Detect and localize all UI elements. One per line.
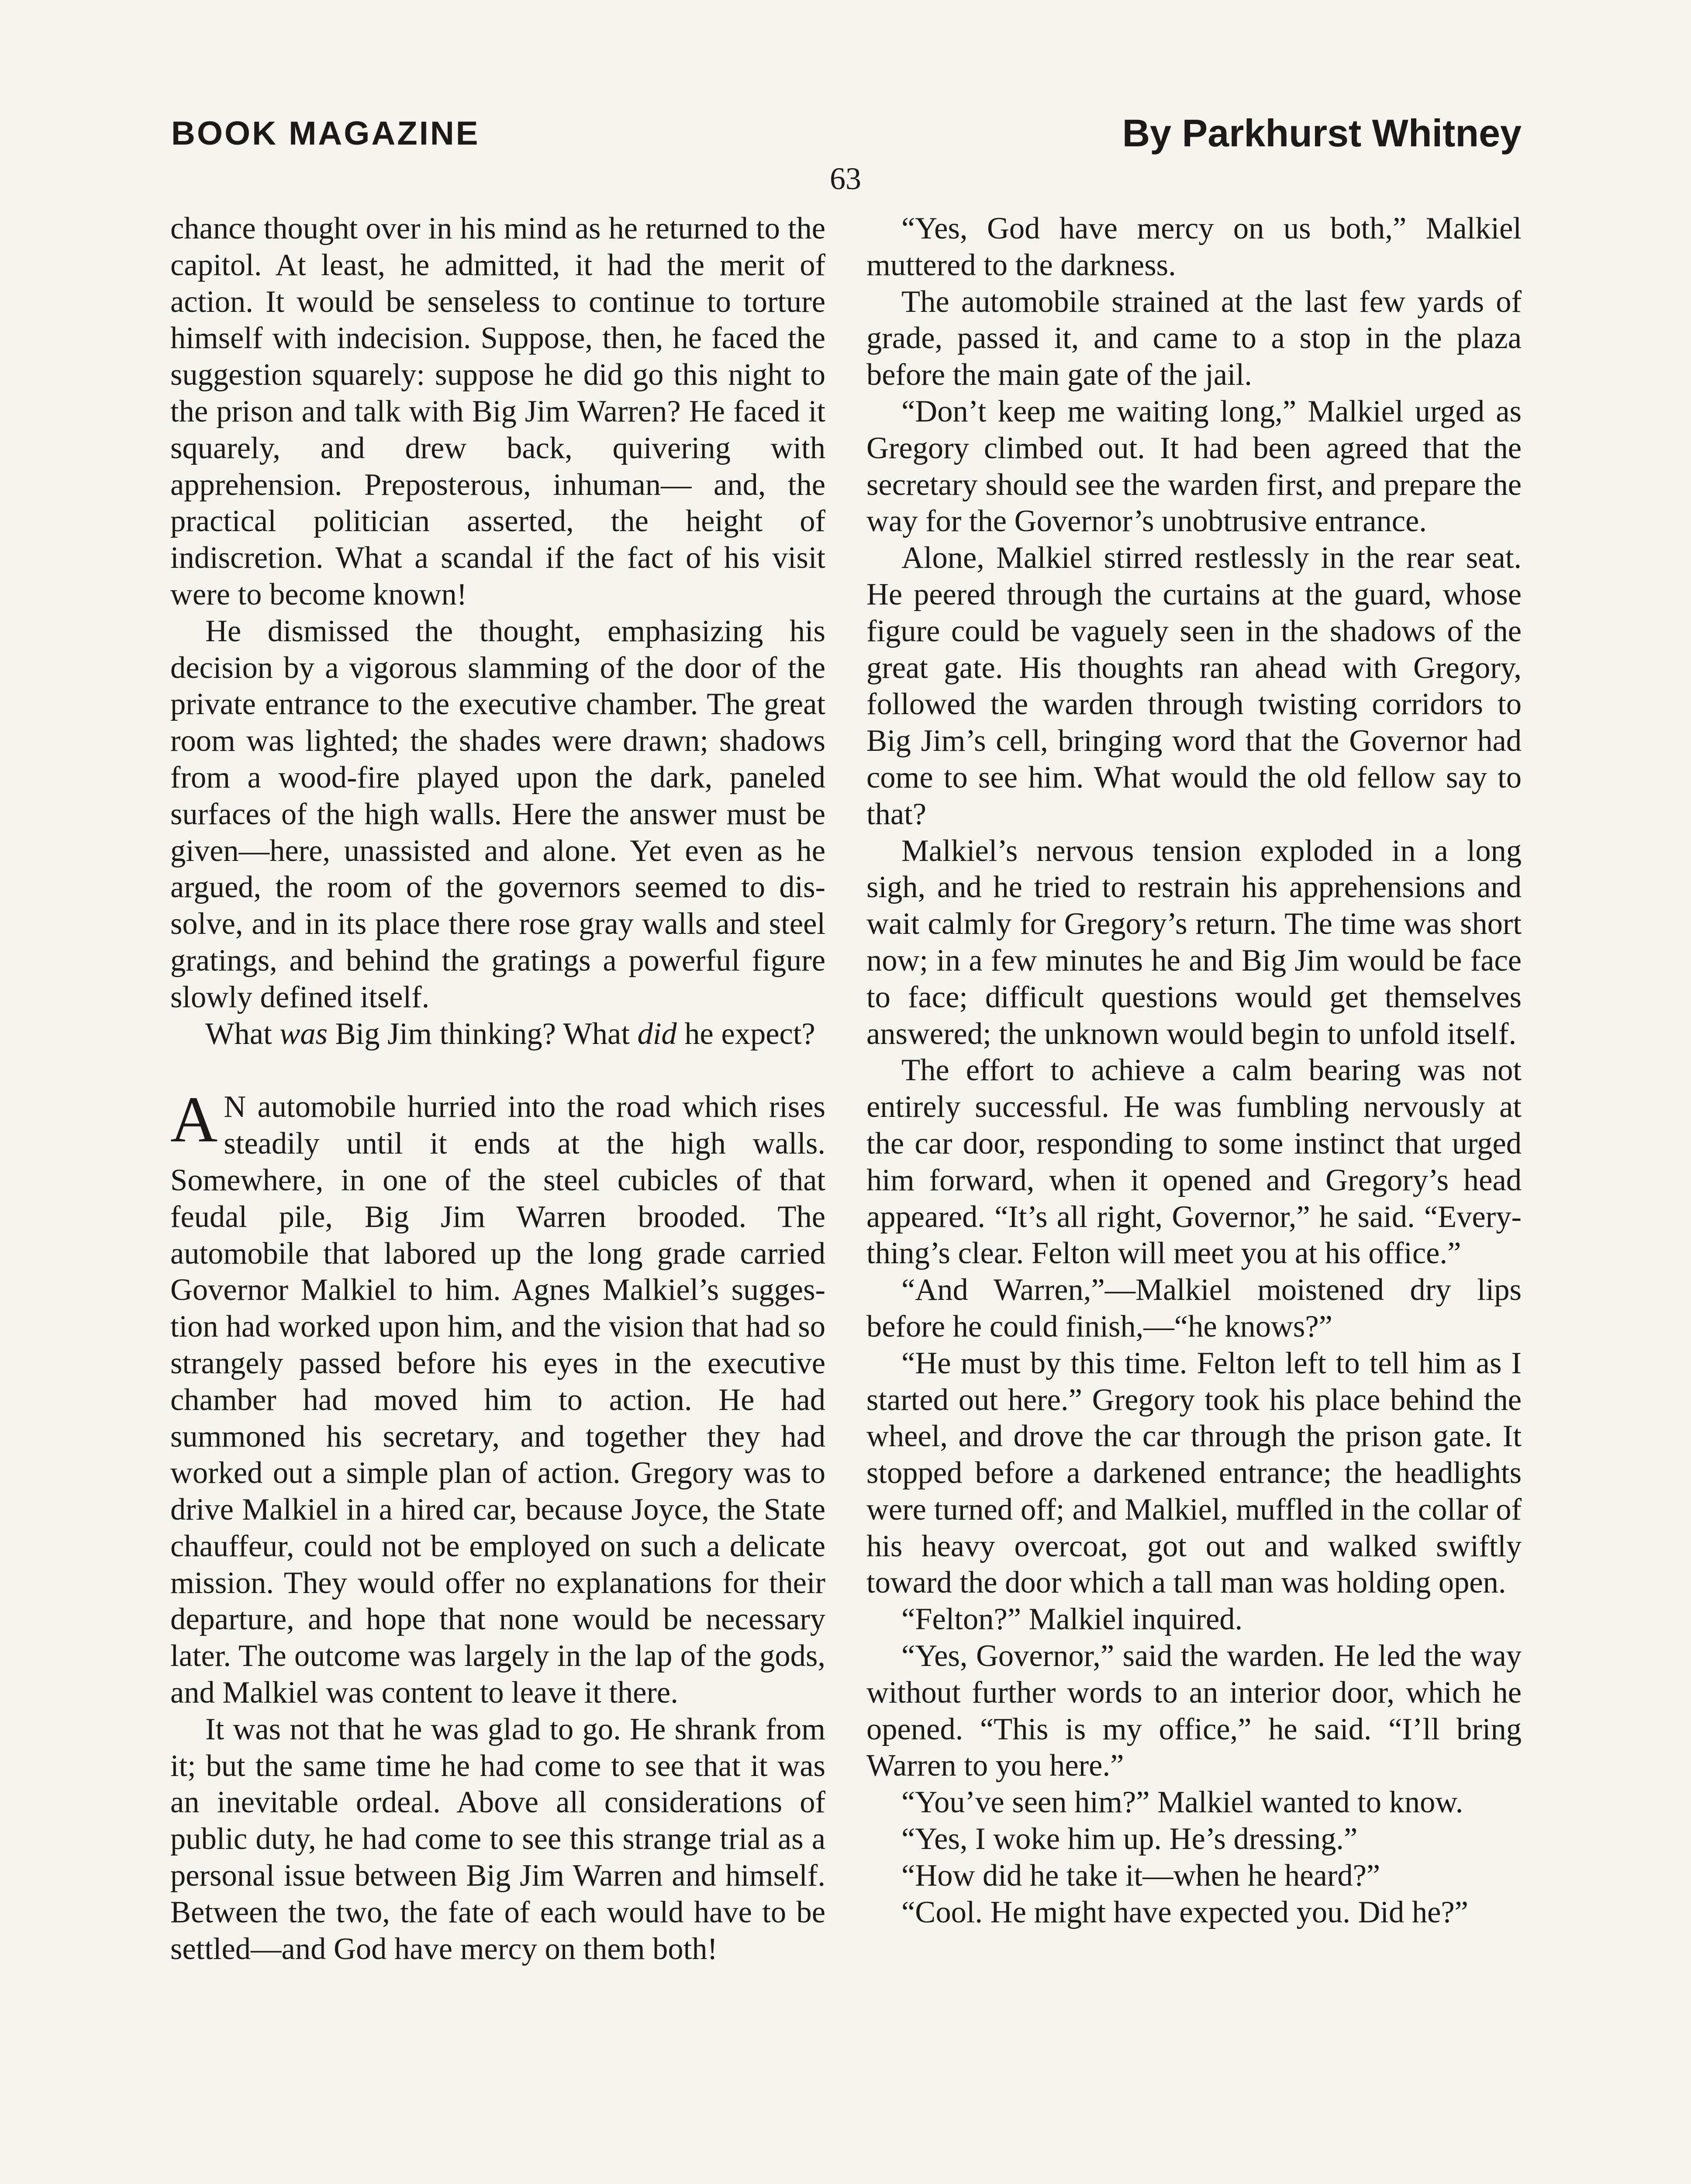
paragraph: chance thought over in his mind as he returned to the capitol. At least, he admitted, it had the merit of action. It would be senseless to continue to torture himself with indecision. Suppose, then, he faced the suggestion squarely: suppose he did go this night to the prison and talk with Big Jim Warren? He faced it squarely, and drew back, quivering with apprehension. Preposterous, inhuman— and, the practical politician asserted, the height of indiscretion. What a scandal if the fact of his visit were to become known!: [170, 211, 825, 612]
paragraph: It was not that he was glad to go. He shrank from it; but the same time he had come to see that it was an inevitable ordeal. Above all considerations of public duty, he had come to see this strange trial as a personal issue between Big Jim Warren and himself. Between the two, the fate of each would have to be settled—and God have mercy on them both!: [170, 1712, 825, 1966]
paragraph: “Yes, Governor,” said the warden. He led the way without further words to an interior door, which he opened. “This is my office,” he said. “I’ll bring Warren to you here.”: [866, 1639, 1522, 1783]
paragraph: The automobile strained at the last few yards of grade, passed it, and came to a stop in the plaza before the main gate of the jail.: [866, 284, 1522, 392]
paragraph: “How did he take it—when he heard?”: [901, 1858, 1380, 1893]
paragraph: “Yes, God have mercy on us both,” Malkiel muttered to the darkness.: [866, 211, 1522, 282]
paragraph: “Cool. He might have expected you. Did he?”: [901, 1895, 1468, 1929]
paragraph: The effort to achieve a calm bearing was not entirely successful. He was fumbling nervously at the car door, responding to some instinct that urged him forward, when it opened and Gregory’s head appeared. “It’s all right, Governor,” he said. “Everything’s clear. Felton will meet you at his office.”: [866, 1053, 1522, 1271]
drop-cap: A: [170, 1083, 218, 1156]
section-opening-paragraph: A N automobile hurried into the road which rises steadily until it ends at the high walls. Somewhere, in one of the steel cubicles of that feudal pile, Big Jim Warren brooded. The automobile that labored up the long grade carried Governor Malkiel to him. Agnes Malkiel’s suggestion had worked upon him, and the vision that had so strangely passed before his eyes in the executive chamber had moved him to action. He had summoned his secretary, and together they had worked out a simple plan of action. Gregory was to drive Malkiel in a hired car, because Joyce, the State chauffeur, could not be employed on such a delicate mission. They would offer no explanations for their departure, and hope that none would be necessary later. The outcome was largely in the lap of the gods, and Malkiel was content to leave it there.: [170, 1083, 825, 1710]
page-number: 63: [830, 161, 861, 196]
emphasis: was: [280, 1016, 328, 1051]
paragraph: “He must by this time. Felton left to tell him as I started out here.” Gregory took his place behind the wheel, and drove the car through the prison gate. It stopped before a darkened entrance; the headlights were turned off; and Malkiel, muffled in the collar of his heavy overcoat, got out and walked swiftly toward the door which a tall man was holding open.: [866, 1346, 1522, 1600]
paragraph: “Don’t keep me waiting long,” Malkiel urged as Gregory climbed out. It had been agreed that the secretary should see the warden first, and prepare the way for the Governor’s unobtrusive entrance.: [866, 394, 1522, 539]
emphasis: did: [637, 1016, 677, 1051]
paragraph: “And Warren,”—Malkiel moistened dry lips before he could finish,—“he knows?”: [866, 1273, 1522, 1344]
paragraph: “Yes, I woke him up. He’s dressing.”: [901, 1822, 1358, 1856]
paragraph: “You’ve seen him?” Malkiel wanted to know.: [901, 1785, 1463, 1820]
paragraph: “Felton?” Malkiel inquired.: [901, 1602, 1243, 1637]
paragraph: Alone, Malkiel stirred restlessly in the rear seat. He peered through the curtains at the guard, whose figure could be vaguely seen in the shadows of the great gate. His thoughts ran ahead with Gregory, followed the warden through twisting corridors to Big Jim’s cell, bringing word that the Governor had come to see him. What would the old fellow say to that?: [866, 541, 1522, 831]
paragraph: Malkiel’s nervous tension exploded in a long sigh, and he tried to restrain his apprehensions and wait calmly for Gregory’s return. The time was short now; in a few minutes he and Big Jim would be face to face; difficult questions would get themselves answered; the unknown would begin to unfold itself.: [866, 833, 1522, 1051]
magazine-title: BOOK MAGAZINE: [171, 115, 480, 152]
author-byline: By Parkhurst Whitney: [1122, 111, 1522, 155]
right-column: [866, 211, 1522, 1931]
paragraph: What was Big Jim thinking? What did he expect?: [205, 1016, 815, 1051]
left-column: [170, 211, 825, 1967]
paragraph: He dismissed the thought, emphasizing his decision by a vigorous slamming of the door of the private entrance to the executive chamber. The great room was lighted; the shades were drawn; shadows from a wood-fire played upon the dark, paneled surfaces of the high walls. Here the answer must be given—here, unassisted and alone. Yet even as he argued, the room of the governors seemed to dissolve, and in its place there rose gray walls and steel gratings, and behind the gratings a powerful figure slowly defined itself.: [170, 614, 825, 1014]
